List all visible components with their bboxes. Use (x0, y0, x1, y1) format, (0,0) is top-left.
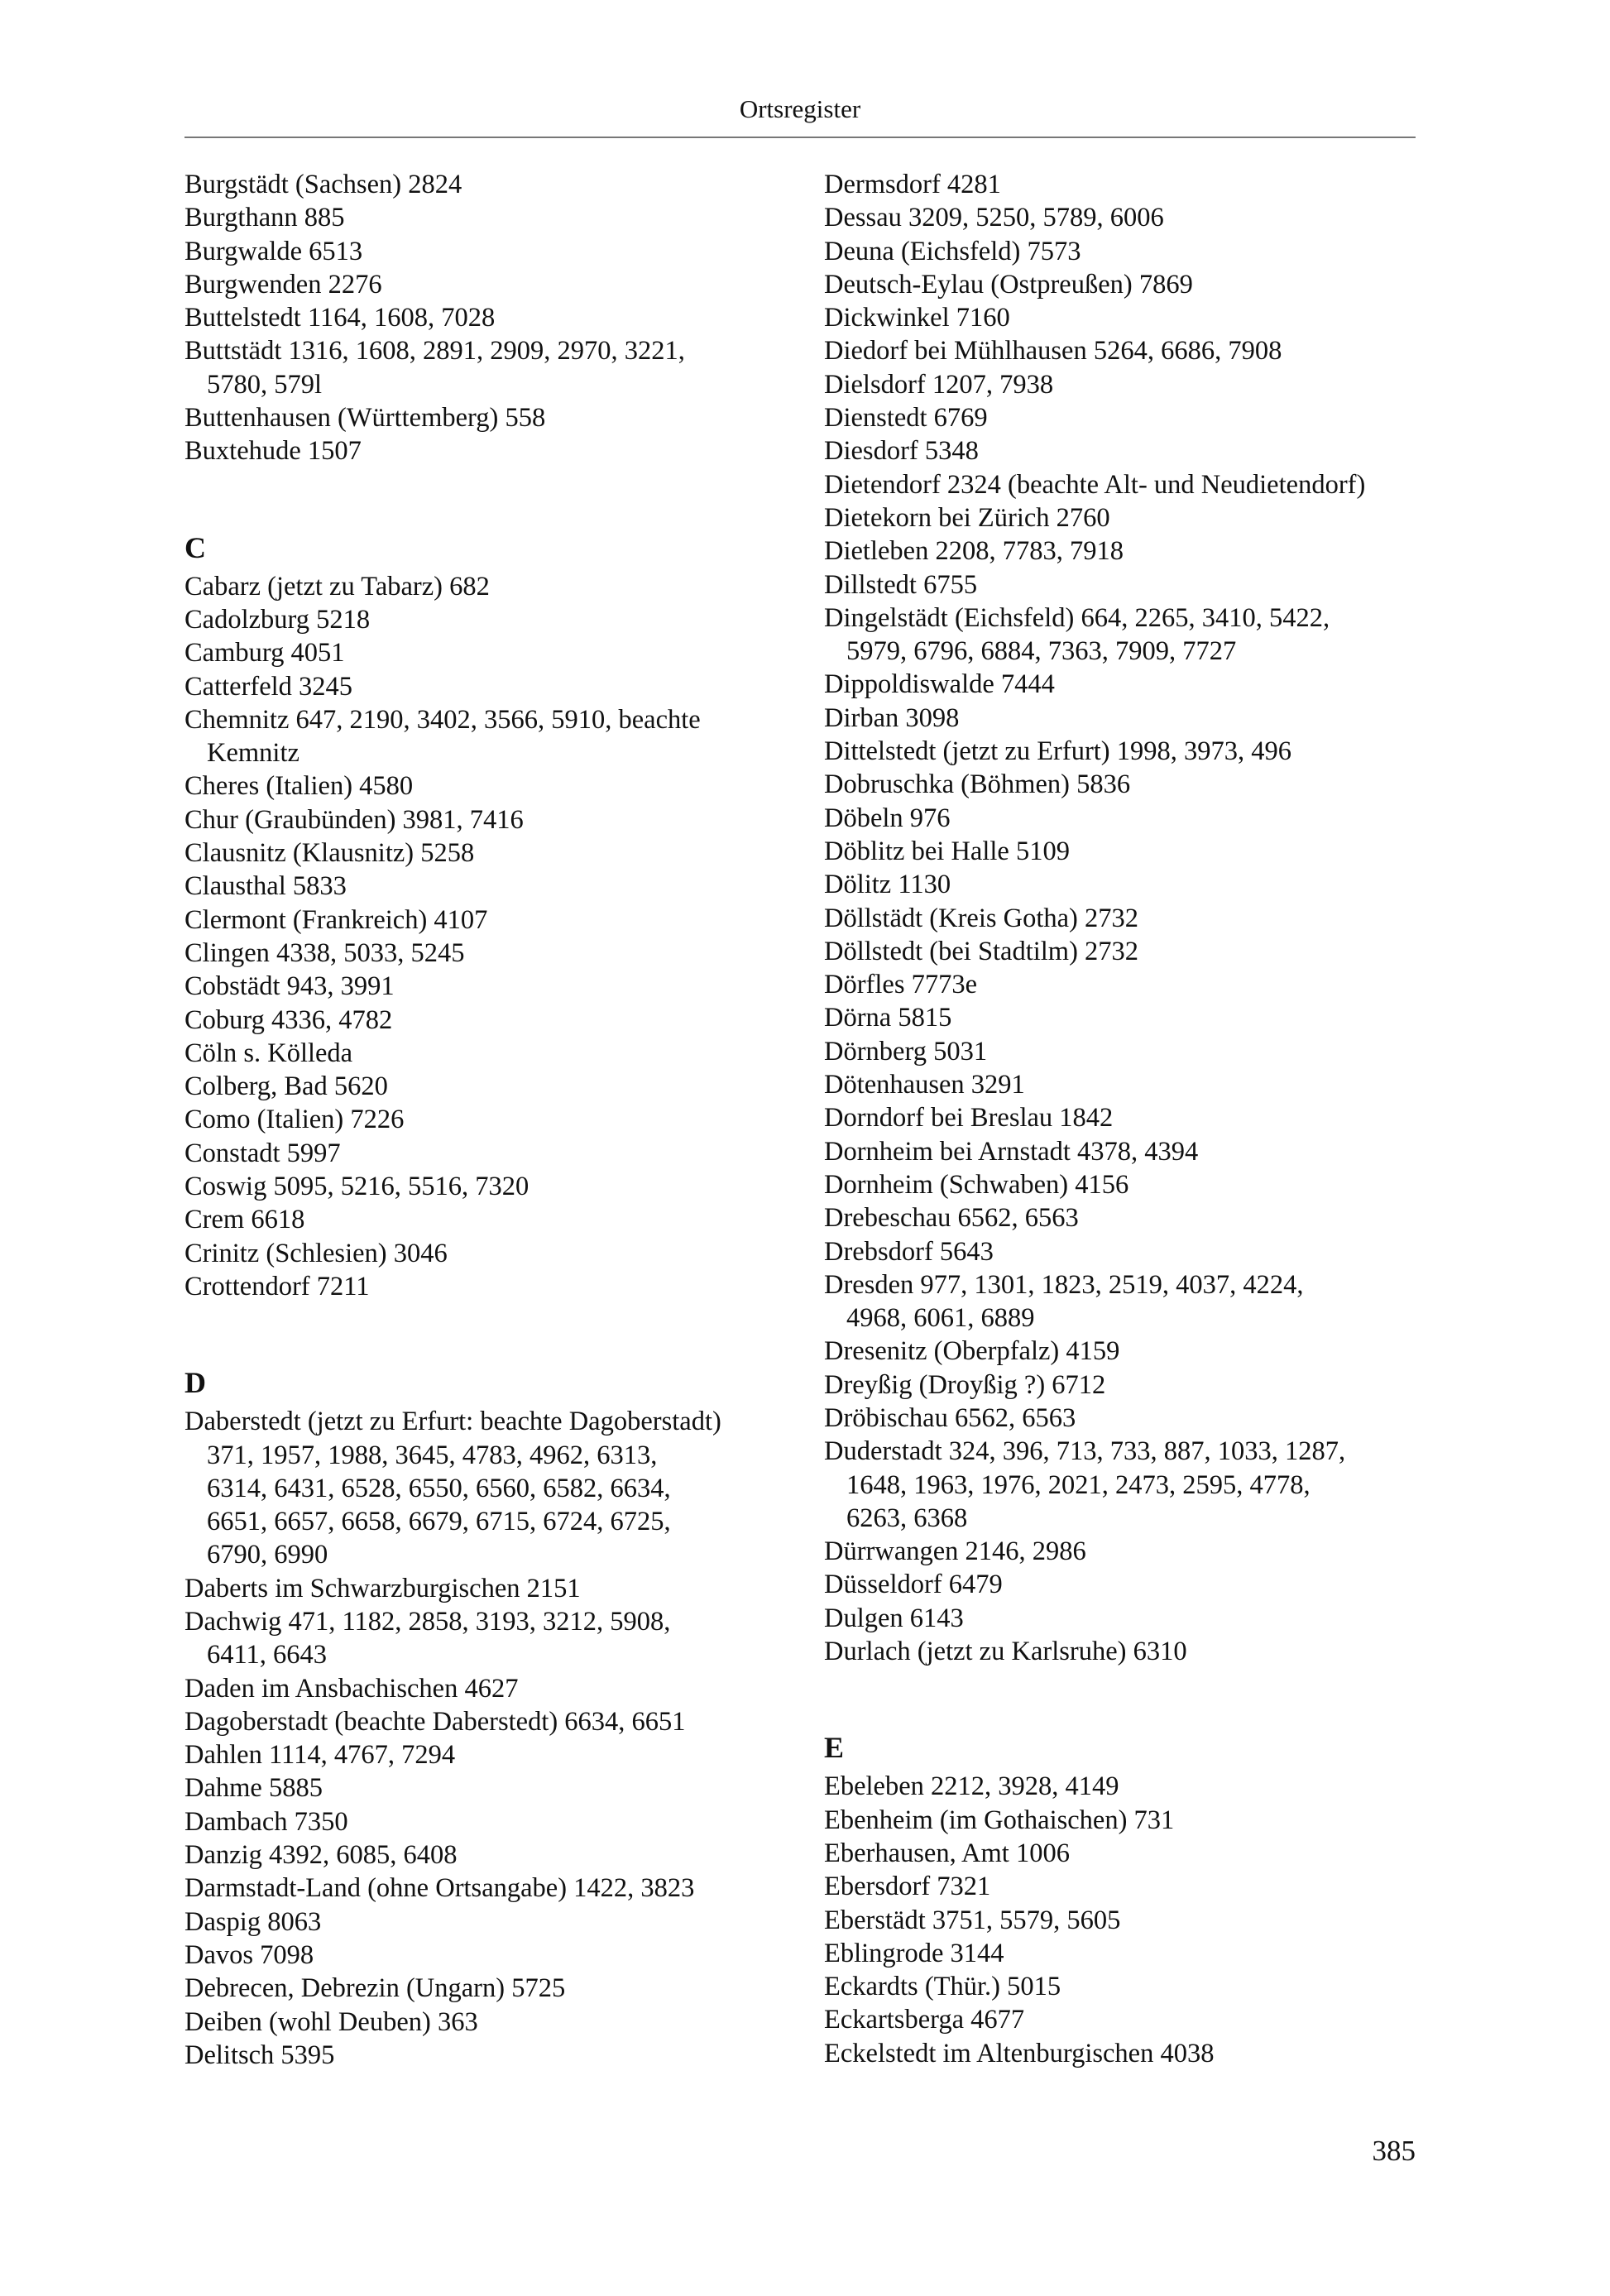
entry-line: Burgstädt (Sachsen) 2824 (184, 170, 462, 199)
entry-continuation-line: Kemnitz (207, 738, 299, 769)
index-entry (184, 1838, 797, 1872)
entry-line: Eblingrode 3144 (824, 1938, 1004, 1968)
index-entry (824, 401, 1436, 434)
index-entry (184, 570, 797, 603)
entry-line: Dachwig 471, 1182, 2858, 3193, 3212, 5908, (184, 1606, 671, 1637)
index-entry (824, 1970, 1436, 2003)
entry-line: Eckelstedt im Altenburgischen 4038 (824, 2038, 1215, 2068)
index-entry (824, 1402, 1436, 1435)
entry-line: Eckartsberga 4677 (824, 2005, 1025, 2035)
entry-line: Eberhausen, Amt 1006 (824, 1838, 1070, 1868)
entry-line: Dambach 7350 (184, 1806, 348, 1837)
entry-line: Dötenhausen 3291 (824, 1070, 1025, 1100)
index-entry (184, 670, 797, 703)
index-entry (824, 1368, 1436, 1402)
entry-line: Debrecen, Debrezin (Ungarn) 5725 (184, 1973, 566, 2004)
index-entry (184, 1939, 797, 1972)
index-entry (824, 902, 1436, 935)
index-entry (824, 1837, 1436, 1870)
entry-line: Daspig 8063 (184, 1906, 322, 1937)
index-entry (824, 2003, 1436, 2036)
entry-continuation-line: 5780, 579l (207, 369, 323, 400)
entry-line: Clausthal 5833 (184, 871, 347, 902)
index-column-left (184, 168, 797, 2072)
index-entry (184, 836, 797, 870)
index-entry (824, 268, 1436, 301)
entry-line: Dörfles 7773e (824, 970, 978, 1000)
entry-line: Cöln s. Kölleda (184, 1038, 353, 1068)
entry-line: Dreyßig (Droyßig ?) 6712 (824, 1369, 1106, 1400)
index-entry (184, 1872, 797, 1905)
entry-line: Cheres (Italien) 4580 (184, 771, 414, 802)
entry-line: Dingelstädt (Eichsfeld) 664, 2265, 3410, 5422, (824, 602, 1330, 633)
index-entry (184, 401, 797, 434)
index-entry (824, 1235, 1436, 1268)
entry-line: Duderstadt 324, 396, 713, 733, 887, 1033, 1287, (824, 1436, 1346, 1467)
index-entry (184, 1672, 797, 1705)
entry-line: Daden im Ansbachischen 4627 (184, 1673, 519, 1704)
entry-line: Dornheim (Schwaben) 4156 (824, 1169, 1129, 1200)
index-entry (184, 1572, 797, 1605)
index-entry (824, 735, 1436, 768)
entry-line: Ebeleben 2212, 3928, 4149 (824, 1771, 1119, 1802)
index-entry (824, 935, 1436, 968)
entry-line: Daberts im Schwarzburgischen 2151 (184, 1573, 581, 1603)
entry-line: Eckardts (Thür.) 5015 (824, 1972, 1061, 2002)
index-entry (184, 168, 797, 201)
index-entry (184, 235, 797, 268)
index-entry (824, 802, 1436, 835)
entry-line: Crem 6618 (184, 1205, 305, 1235)
entry-continuation-line: 1648, 1963, 1976, 2021, 2473, 2595, 4778, (846, 1469, 1311, 1500)
entry-line: Eberstädt 3751, 5579, 5605 (824, 1905, 1121, 1935)
section-letter-heading: D (184, 1366, 206, 1400)
index-entry (184, 603, 797, 636)
index-entry (184, 803, 797, 836)
entry-line: Crinitz (Schlesien) 3046 (184, 1238, 448, 1268)
entry-line: Döllstedt (bei Stadtilm) 2732 (824, 936, 1139, 966)
index-entry (824, 368, 1436, 401)
entry-line: Chemnitz 647, 2190, 3402, 3566, 5910, beachte (184, 704, 701, 735)
section-letter-heading: C (184, 530, 206, 564)
index-entry (824, 1770, 1436, 1803)
entry-line: Dörnberg 5031 (824, 1036, 988, 1067)
index-entry (824, 1068, 1436, 1101)
entry-line: Dielsdorf 1207, 7938 (824, 369, 1054, 400)
index-entry (824, 468, 1436, 501)
index-entry (824, 1635, 1436, 1668)
index-entry (824, 534, 1436, 568)
entry-continuation-line: 4968, 6061, 6889 (846, 1303, 1035, 1334)
index-entry (824, 2037, 1436, 2070)
entry-line: Döbeln 976 (824, 803, 951, 833)
entry-line: Burgwalde 6513 (184, 236, 363, 266)
entry-line: Clausnitz (Klausnitz) 5258 (184, 838, 475, 869)
index-entry (824, 235, 1436, 268)
entry-line: Dobruschka (Böhmen) 5836 (824, 769, 1131, 800)
index-entry (184, 1103, 797, 1136)
index-entry (184, 970, 797, 1003)
entry-continuation-line: 6263, 6368 (846, 1503, 968, 1533)
entry-line: Buxtehude 1507 (184, 436, 362, 467)
index-entry (184, 1004, 797, 1037)
index-entry (184, 937, 797, 970)
entry-line: Dorndorf bei Breslau 1842 (824, 1103, 1114, 1134)
entry-line: Dölitz 1130 (824, 870, 951, 900)
entry-line: Como (Italien) 7226 (184, 1105, 405, 1135)
entry-continuation-line: 6790, 6990 (207, 1540, 328, 1570)
index-entry (184, 1405, 797, 1571)
entry-line: Ebersdorf 7321 (824, 1872, 991, 1902)
index-entry (824, 1001, 1436, 1034)
index-entry (184, 268, 797, 301)
index-entry (184, 2039, 797, 2072)
entry-line: Buttelstedt 1164, 1608, 7028 (184, 303, 496, 333)
index-entry (824, 1904, 1436, 1937)
index-entry (184, 1170, 797, 1203)
index-entry (184, 904, 797, 937)
index-entry (824, 1168, 1436, 1201)
index-entry (824, 668, 1436, 701)
index-entry (824, 568, 1436, 602)
entry-line: Deiben (wohl Deuben) 363 (184, 2006, 478, 2037)
index-entry (184, 769, 797, 803)
entry-line: Danzig 4392, 6085, 6408 (184, 1840, 458, 1871)
entry-line: Dietekorn bei Zürich 2760 (824, 502, 1110, 533)
index-entry (824, 168, 1436, 201)
entry-line: Davos 7098 (184, 1939, 314, 1970)
entry-line: Durlach (jetzt zu Karlsruhe) 6310 (824, 1637, 1187, 1667)
index-entry (184, 1203, 797, 1236)
entry-line: Dienstedt 6769 (824, 403, 988, 434)
index-entry (184, 1705, 797, 1738)
index-entry (824, 1535, 1436, 1568)
index-entry (824, 1804, 1436, 1837)
index-entry (824, 501, 1436, 534)
index-entry (184, 2006, 797, 2039)
entry-line: Dickwinkel 7160 (824, 303, 1010, 333)
entry-line: Clermont (Frankreich) 4107 (184, 904, 488, 935)
entry-line: Drebsdorf 5643 (824, 1236, 994, 1267)
index-entry (824, 768, 1436, 801)
index-entry (184, 201, 797, 234)
index-entry (824, 1135, 1436, 1168)
index-entry (824, 835, 1436, 868)
index-entry (184, 1037, 797, 1070)
index-entry (824, 1435, 1436, 1535)
entry-line: Dessau 3209, 5250, 5789, 6006 (824, 203, 1164, 233)
index-entry (824, 1268, 1436, 1335)
entry-line: Catterfeld 3245 (184, 671, 353, 702)
running-header: Ortsregister (739, 94, 861, 123)
entry-line: Crottendorf 7211 (184, 1271, 370, 1301)
index-entry (184, 1070, 797, 1103)
entry-line: Dornheim bei Arnstadt 4378, 4394 (824, 1136, 1199, 1167)
entry-line: Constadt 5997 (184, 1138, 341, 1168)
index-entry (184, 1805, 797, 1838)
entry-line: Dagoberstadt (beachte Daberstedt) 6634, 6651 (184, 1706, 686, 1737)
entry-line: Cobstädt 943, 3991 (184, 971, 395, 1002)
index-entry (824, 702, 1436, 735)
entry-line: Buttenhausen (Württemberg) 558 (184, 403, 546, 434)
entry-line: Dermsdorf 4281 (824, 170, 1001, 199)
index-entry (824, 868, 1436, 901)
index-entry (824, 1335, 1436, 1368)
index-entry (184, 301, 797, 334)
index-entry (824, 1937, 1436, 1970)
index-entry (824, 201, 1436, 234)
index-entry (184, 434, 797, 467)
index-entry (824, 1101, 1436, 1134)
page-number: 385 (1372, 2135, 1416, 2167)
header-rule (184, 137, 1416, 138)
index-entry (184, 1972, 797, 2005)
entry-line: Clingen 4338, 5033, 5245 (184, 937, 465, 968)
index-entry (184, 870, 797, 903)
index-entry (184, 1270, 797, 1303)
section-letter-heading: E (824, 1731, 845, 1765)
index-entry (184, 1605, 797, 1672)
entry-line: Dresenitz (Oberpfalz) 4159 (824, 1336, 1120, 1367)
entry-line: Dietendorf 2324 (beachte Alt- und Neudietendorf) (824, 469, 1366, 500)
entry-line: Darmstadt-Land (ohne Ortsangabe) 1422, 3823 (184, 1873, 695, 1904)
entry-continuation-line: 6314, 6431, 6528, 6550, 6560, 6582, 6634, (207, 1473, 671, 1503)
entry-line: Coburg 4336, 4782 (184, 1004, 393, 1035)
entry-line: Dörna 5815 (824, 1003, 952, 1033)
entry-line: Diedorf bei Mühlhausen 5264, 6686, 7908 (824, 336, 1282, 367)
index-entry (184, 1905, 797, 1939)
index-entry (824, 434, 1436, 467)
index-entry (824, 1201, 1436, 1234)
entry-line: Burgwenden 2276 (184, 269, 382, 300)
entry-line: Dietleben 2208, 7783, 7918 (824, 536, 1124, 567)
entry-line: Dröbischau 6562, 6563 (824, 1402, 1076, 1433)
entry-line: Cabarz (jetzt zu Tabarz) 682 (184, 571, 490, 602)
entry-line: Dittelstedt (jetzt zu Erfurt) 1998, 3973, 496 (824, 736, 1292, 767)
entry-line: Diesdorf 5348 (824, 436, 979, 467)
entry-line: Dresden 977, 1301, 1823, 2519, 4037, 4224, (824, 1269, 1304, 1300)
index-entry (184, 703, 797, 770)
entry-line: Dahme 5885 (184, 1773, 323, 1804)
entry-line: Daberstedt (jetzt zu Erfurt: beachte Dagoberstadt) (184, 1407, 721, 1437)
entry-line: Dillstedt 6755 (824, 569, 978, 600)
index-column-right (824, 168, 1436, 2070)
index-entry (824, 968, 1436, 1001)
entry-line: Burgthann 885 (184, 203, 345, 233)
index-entry (824, 301, 1436, 334)
index-entry (184, 1137, 797, 1170)
entry-continuation-line: 6411, 6643 (207, 1640, 328, 1670)
index-entry (184, 1237, 797, 1270)
index-entry (824, 334, 1436, 367)
entry-line: Düsseldorf 6479 (824, 1570, 1003, 1600)
index-entry (184, 334, 797, 401)
entry-line: Ebenheim (im Gothaischen) 731 (824, 1805, 1175, 1835)
index-entry (824, 1035, 1436, 1068)
entry-line: Dirban 3098 (824, 702, 960, 733)
entry-line: Dippoldiswalde 7444 (824, 669, 1055, 700)
entry-line: Drebeschau 6562, 6563 (824, 1203, 1079, 1234)
entry-continuation-line: 371, 1957, 1988, 3645, 4783, 4962, 6313, (207, 1440, 658, 1470)
index-entry (184, 1738, 797, 1771)
entry-line: Deuna (Eichsfeld) 7573 (824, 236, 1081, 266)
entry-line: Camburg 4051 (184, 638, 345, 669)
entry-line: Buttstädt 1316, 1608, 2891, 2909, 2970, 3221, (184, 336, 685, 367)
index-entry (824, 1870, 1436, 1903)
entry-line: Dulgen 6143 (824, 1603, 964, 1633)
entry-line: Coswig 5095, 5216, 5516, 7320 (184, 1172, 529, 1202)
entry-line: Chur (Graubünden) 3981, 7416 (184, 804, 524, 835)
index-entry (824, 1568, 1436, 1601)
entry-line: Colberg, Bad 5620 (184, 1071, 388, 1102)
entry-line: Delitsch 5395 (184, 2040, 335, 2070)
entry-line: Dahlen 1114, 4767, 7294 (184, 1740, 456, 1771)
entry-line: Dürrwangen 2146, 2986 (824, 1536, 1086, 1567)
index-entry (184, 1771, 797, 1805)
entry-continuation-line: 5979, 6796, 6884, 7363, 7909, 7727 (846, 636, 1237, 667)
index-entry (824, 1602, 1436, 1635)
entry-continuation-line: 6651, 6657, 6658, 6679, 6715, 6724, 6725, (207, 1507, 671, 1537)
entry-line: Cadolzburg 5218 (184, 604, 371, 635)
index-entry (184, 636, 797, 669)
entry-line: Döllstädt (Kreis Gotha) 2732 (824, 903, 1139, 933)
entry-line: Deutsch-Eylau (Ostpreußen) 7869 (824, 269, 1193, 300)
index-entry (824, 602, 1436, 669)
entry-line: Döblitz bei Halle 5109 (824, 836, 1070, 866)
